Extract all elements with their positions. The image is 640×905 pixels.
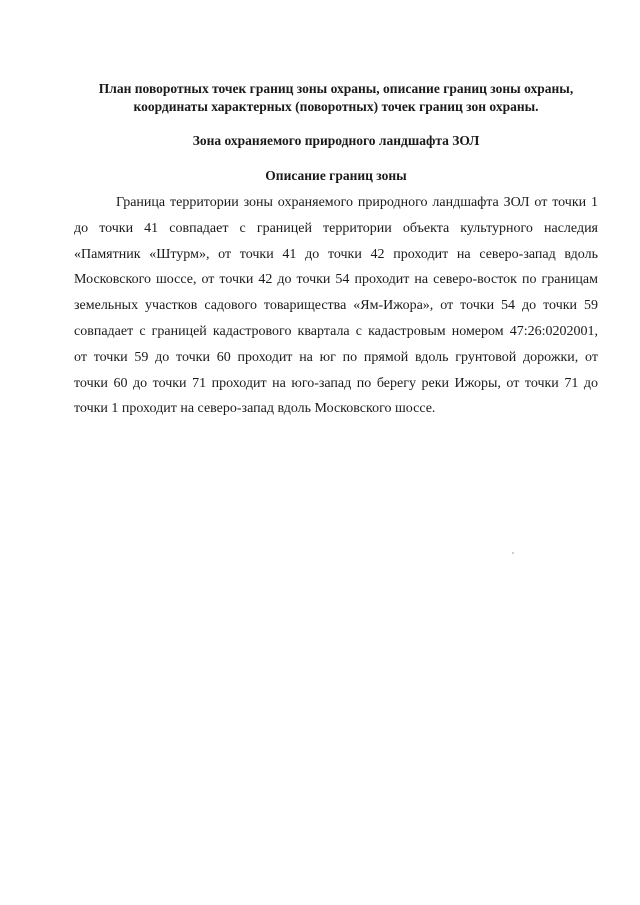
paragraph-line: до точки 41 совпадает с границей территории объекта культурного наследия bbox=[74, 220, 598, 236]
document-title bbox=[70, 80, 602, 116]
paragraph-line: точки 1 проходит на северо-запад вдоль Московского шоссе. bbox=[74, 401, 436, 417]
paragraph-line: «Памятник «Штурм», от точки 41 до точки 42 проходит на северо-запад вдоль bbox=[74, 246, 598, 262]
paragraph-line: совпадает с границей кадастрового квартала с кадастровым номером 47:26:0202001, bbox=[74, 323, 598, 339]
paragraph-line: точки 60 до точки 71 проходит на юго-запад по берегу реки Ижоры, от точки 71 до bbox=[74, 375, 598, 391]
document-title-line: координаты характерных (поворотных) точек границ зон охраны. bbox=[133, 99, 539, 114]
paragraph-line: земельных участков садового товарищества «Ям-Ижора», от точки 54 до точки 59 bbox=[74, 298, 598, 314]
paragraph-line: Граница территории зоны охраняемого природного ландшафта ЗОЛ от точки 1 bbox=[116, 195, 598, 210]
zone-heading: Зона охраняемого природного ландшафта ЗОЛ bbox=[192, 133, 480, 148]
paragraph-line: Московского шоссе, от точки 42 до точки 54 проходит на северо-восток по границам bbox=[74, 272, 598, 288]
document-title-line: План поворотных точек границ зоны охраны, описание границ зоны охраны, bbox=[98, 81, 574, 96]
description-heading: Описание границ зоны bbox=[265, 168, 407, 183]
paragraph-line: от точки 59 до точки 60 проходит на юг по прямой вдоль грунтовой дорожки, от bbox=[74, 349, 598, 365]
scan-speck bbox=[512, 552, 514, 554]
boundary-description-paragraph bbox=[74, 190, 598, 422]
